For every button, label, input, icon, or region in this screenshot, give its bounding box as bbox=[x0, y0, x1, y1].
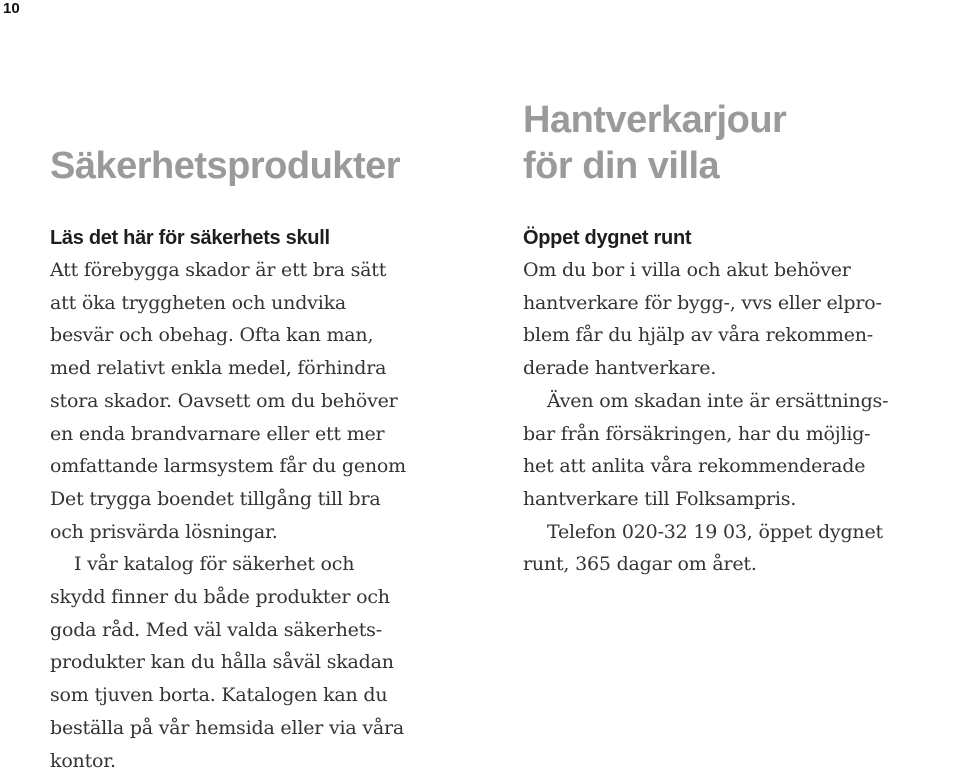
paragraph-catalog bbox=[50, 548, 490, 777]
text-line: goda råd. Med väl valda säkerhets- bbox=[50, 618, 382, 641]
section-heading-craftsman-service bbox=[523, 97, 786, 189]
text-line: som tjuven borta. Katalogen kan du bbox=[50, 684, 388, 707]
text-line: derade hantverkare. bbox=[523, 357, 717, 380]
heading-text: Säkerhetsprodukter bbox=[50, 145, 401, 187]
section-heading-security-products bbox=[50, 143, 400, 189]
text-line: bar från försäkringen, har du möjlig- bbox=[523, 422, 871, 445]
text-line: Även om skadan inte är ersättnings- bbox=[547, 389, 889, 412]
text-line: runt, 365 dagar om året. bbox=[523, 553, 757, 576]
subheading-open-24h: Öppet dygnet runt bbox=[523, 227, 692, 249]
text-line: het att anlita våra rekommenderade bbox=[523, 455, 866, 478]
text-line: hantverkare för bygg-, vvs eller elpro- bbox=[523, 291, 882, 314]
phone-line: Telefon 020-32 19 03, öppet dygnet bbox=[547, 520, 883, 543]
text-line: stora skador. Oavsett om du behöver bbox=[50, 389, 398, 412]
text-line: Att förebygga skador är ett bra sätt bbox=[50, 259, 387, 281]
text-line: I vår katalog för säkerhet och bbox=[74, 553, 355, 576]
text-line: beställa på vår hemsida eller via våra bbox=[50, 716, 405, 739]
paragraph-compensation bbox=[523, 385, 960, 516]
paragraph-phone bbox=[523, 516, 960, 581]
heading-line-1: Hantverkarjour bbox=[523, 99, 787, 141]
text-line: produkter kan du hålla såväl skadan bbox=[50, 651, 394, 674]
security-section bbox=[50, 222, 490, 777]
paragraph-prevention bbox=[50, 254, 490, 548]
text-line: en enda brandvarnare eller ett mer bbox=[50, 422, 385, 445]
page-number: 10 bbox=[3, 0, 20, 17]
text-line: med relativt enkla medel, förhindra bbox=[50, 357, 387, 380]
heading-line-2: för din villa bbox=[523, 145, 720, 187]
text-line: hantverkare till Folksampris. bbox=[523, 487, 797, 510]
text-line: kontor. bbox=[50, 749, 116, 772]
paragraph-villa bbox=[523, 254, 960, 385]
text-line: omfattande larmsystem får du genom bbox=[50, 455, 406, 478]
text-line: skydd finner du både produkter och bbox=[50, 586, 390, 609]
craftsman-section bbox=[523, 222, 960, 581]
text-line: Det trygga boendet tillgång till bra bbox=[50, 487, 381, 510]
text-line: blem får du hjälp av våra rekommen- bbox=[523, 324, 874, 347]
text-line: att öka tryggheten och undvika bbox=[50, 291, 347, 314]
text-line: och prisvärda lösningar. bbox=[50, 520, 278, 543]
subheading-safety: Läs det här för säkerhets skull bbox=[50, 227, 330, 249]
text-line: besvär och obehag. Ofta kan man, bbox=[50, 324, 374, 347]
text-line: Om du bor i villa och akut behöver bbox=[523, 259, 851, 281]
